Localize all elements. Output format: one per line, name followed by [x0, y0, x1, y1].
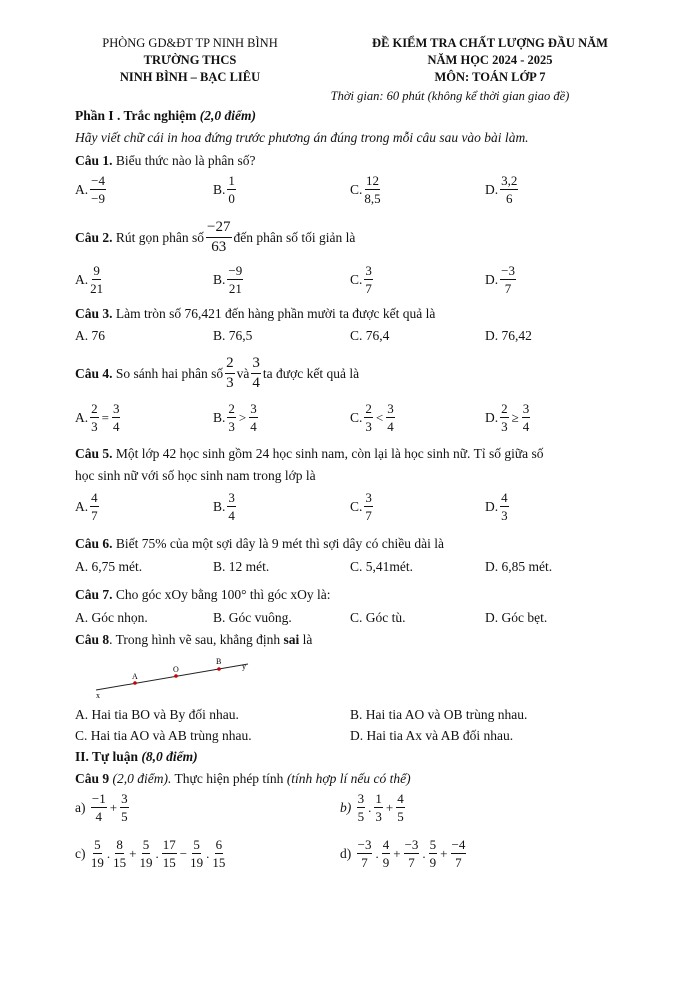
fraction: $\frac{9}{21}$: [90, 263, 104, 296]
q6-option-c[interactable]: C. 5,41mét.: [350, 559, 413, 574]
fraction: $\frac{12}{8,5}$: [364, 173, 381, 206]
fraction: $\frac{4}{3}$: [501, 490, 508, 523]
question-4: Câu 4. So sánh hai phân số $\frac{2}{3}$ và $\frac{3}{4}$ ta được kết quả là: [75, 355, 360, 391]
fraction: $\frac{4}{5}$: [397, 791, 404, 824]
q1-option-c[interactable]: C. $\frac{12}{8,5}$: [350, 173, 381, 206]
q8-option-c[interactable]: C. Hai tia AO và AB trùng nhau.: [75, 728, 252, 743]
expr-c: [89, 838, 227, 869]
q2-option-d[interactable]: D. $\frac{-3}{7}$: [485, 263, 515, 296]
question-text: Biểu thức nào là phân số?: [115, 153, 256, 168]
fraction: $\frac{-3}{7}$: [357, 837, 372, 870]
emphasis-sai: sai: [283, 632, 300, 647]
question-label: Câu 7.: [75, 587, 113, 602]
fraction: $\frac{3}{4}$: [112, 401, 120, 434]
fraction: $\frac{3}{4}$: [522, 401, 530, 434]
question-2: Câu 2. Rút gọn phân số $\frac{-27}{63}$ đến phân số tối giản là: [75, 219, 356, 255]
subject: MÔN: TOÁN LỚP 7: [434, 70, 546, 84]
question-8: Câu 8. Trong hình vẽ sau, khẳng định sai là: [75, 632, 313, 647]
fraction: $\frac{5}{9}$: [429, 837, 437, 870]
q7-option-a[interactable]: A. Góc nhọn.: [75, 610, 148, 625]
question-label: Câu 3.: [75, 306, 113, 321]
q3-option-b[interactable]: B. 76,5: [213, 328, 253, 343]
q7-option-d[interactable]: D. Góc bẹt.: [485, 610, 548, 625]
point-a: [133, 681, 137, 685]
math-operator: .: [422, 845, 426, 861]
label-o: O: [173, 665, 179, 674]
part2-title: II. Tự luận: [75, 749, 139, 764]
question-label: Câu 2.: [75, 229, 113, 245]
q8-option-b[interactable]: B. Hai tia AO và OB trùng nhau.: [350, 707, 528, 722]
question-label: Câu 8: [75, 632, 110, 647]
question-label: Câu 6.: [75, 536, 113, 551]
q7-option-b[interactable]: B. Góc vuông.: [213, 610, 292, 625]
math-operator: .: [368, 799, 372, 815]
question-label: Câu 9: [75, 771, 110, 786]
exam-time: Thời gian: 60 phút (không kể thời gian giao đề): [330, 89, 570, 103]
q5-option-d[interactable]: D. $\frac{4}{3}$: [485, 490, 508, 523]
expr-a: [89, 792, 131, 823]
math-operator: .: [106, 845, 111, 861]
q9-part-c: c) $\frac{5}{19}$ . $\frac{8}{15}$ + $\frac{5}{19}$ . $\frac{17}{15}$ − $\frac{5}{19}$ . $\frac{6}{15}$: [75, 837, 226, 870]
point-o: [174, 674, 178, 678]
q2-option-c[interactable]: C. $\frac{3}{7}$: [350, 263, 372, 296]
q2-option-a[interactable]: A. $\frac{9}{21}$: [75, 263, 104, 296]
fraction: $\frac{3}{5}$: [357, 791, 365, 824]
q9-part-a: a) $\frac{-1}{4}$ + $\frac{3}{5}$: [75, 792, 131, 823]
label-x: x: [96, 691, 100, 700]
question-5-cont: học sinh nữ với số học sinh nam trong lớp là: [75, 468, 316, 483]
q5-option-c[interactable]: C. $\frac{3}{7}$: [350, 490, 372, 523]
q4-option-c[interactable]: C. $\frac{2}{3}$ < $\frac{3}{4}$: [350, 401, 394, 434]
fraction: $\frac{3}{4}$: [252, 355, 260, 391]
question-5: [75, 446, 544, 462]
q4-option-b[interactable]: B. $\frac{2}{3}$ > $\frac{3}{4}$: [213, 401, 257, 434]
q2-option-b[interactable]: B. $\frac{-9}{21}$: [213, 263, 243, 296]
ray-figure: [88, 652, 268, 702]
fraction: $\frac{3,2}{6}$: [501, 173, 518, 206]
q6-option-b[interactable]: B. 12 mét.: [213, 559, 270, 574]
q8-option-a[interactable]: A. Hai tia BO và By đối nhau.: [75, 707, 239, 722]
question-label: Câu 5.: [75, 446, 113, 461]
part1-points: (2,0 điểm): [199, 108, 257, 123]
fraction: $\frac{4}{9}$: [382, 837, 390, 870]
q8-option-d[interactable]: D. Hai tia Ax và AB đối nhau.: [350, 728, 514, 743]
part1-heading: [75, 108, 256, 124]
math-operator: .: [206, 845, 210, 861]
q1-option-b[interactable]: B. $\frac{1}{0}$: [213, 173, 235, 206]
fraction: $\frac{3}{7}$: [365, 490, 372, 523]
q3-option-d[interactable]: D. 76,42: [485, 328, 532, 343]
q6-option-a[interactable]: A. 6,75 mét.: [75, 559, 143, 574]
q1-option-d[interactable]: D. $\frac{3,2}{6}$: [485, 173, 518, 206]
q5-option-a[interactable]: A. $\frac{4}{7}$: [75, 490, 98, 523]
line-xy: [96, 664, 248, 690]
fraction: $\frac{2}{3}$: [365, 401, 372, 434]
fraction: $\frac{8}{15}$: [113, 837, 127, 870]
q4-option-a[interactable]: A. $\frac{2}{3}$ = $\frac{3}{4}$: [75, 401, 120, 434]
fraction: $\frac{3}{4}$: [250, 401, 257, 434]
question-6: [75, 536, 444, 552]
fraction: $\frac{1}{3}$: [375, 791, 382, 824]
question-label: Câu 1.: [75, 153, 113, 168]
question-7: [75, 587, 331, 603]
school-type: TRƯỜNG THCS: [143, 53, 237, 67]
math-operator: −: [179, 845, 188, 861]
fraction: $\frac{4}{7}$: [91, 490, 98, 523]
math-operator: .: [375, 845, 379, 861]
question-text: Làm tròn số 76,421 đến hàng phần mười ta được kết quả là: [115, 306, 436, 321]
math-operator: +: [440, 845, 448, 861]
fraction: $\frac{2}{3}$: [228, 401, 235, 434]
expr-b: [355, 792, 407, 823]
fraction: $\frac{3}{5}$: [121, 791, 128, 824]
question-text: Một lớp 42 học sinh gồm 24 học sinh nam, còn lại là học sinh nữ. Tỉ số giữa số: [115, 446, 544, 461]
math-operator: .: [155, 845, 159, 861]
q7-option-c[interactable]: C. Góc tù.: [350, 610, 406, 625]
math-operator: +: [129, 845, 137, 861]
fraction: $\frac{-3}{7}$: [404, 837, 419, 870]
question-text: Biết 75% của một sợi dây là 9 mét thì sợi dây có chiều dài là: [115, 536, 444, 551]
math-operator: +: [385, 799, 394, 815]
q1-option-a[interactable]: A. $\frac{-4}{-9}$: [75, 173, 105, 206]
school-name: NINH BÌNH – BẠC LIÊU: [119, 70, 261, 84]
q6-option-d[interactable]: D. 6,85 mét.: [485, 559, 553, 574]
fraction: $\frac{-4}{7}$: [451, 837, 466, 870]
fraction: $\frac{2}{3}$: [91, 401, 98, 434]
fraction: $\frac{17}{15}$: [162, 837, 176, 870]
q9-part-d: d) $\frac{-3}{7}$ . $\frac{4}{9}$ + $\frac{-3}{7}$ . $\frac{5}{9}$ + $\frac{-4}{7}$: [340, 838, 468, 869]
fraction: $\frac{6}{15}$: [212, 837, 226, 870]
fraction: $\frac{3}{7}$: [365, 263, 372, 296]
fraction: $\frac{1}{0}$: [228, 173, 235, 206]
exam-title: ĐỀ KIỂM TRA CHẤT LƯỢNG ĐẦU NĂM: [372, 36, 608, 50]
math-operator: +: [393, 845, 401, 861]
question-9: Câu 9 (2,0 điểm). Thực hiện phép tính (tính hợp lí nếu có thể): [75, 771, 411, 786]
fraction: $\frac{3}{4}$: [387, 401, 394, 434]
dept-name: PHÒNG GD&ĐT TP NINH BÌNH: [102, 36, 278, 50]
fraction: $\frac{-9}{21}$: [228, 263, 243, 296]
fraction: $\frac{-4}{-9}$: [91, 173, 105, 206]
label-y: y: [242, 662, 246, 671]
q5-option-b[interactable]: B. $\frac{3}{4}$: [213, 490, 235, 523]
question-label: Câu 4.: [75, 365, 113, 381]
fraction: $\frac{-1}{4}$: [91, 791, 106, 824]
fraction: $\frac{5}{19}$: [190, 837, 204, 870]
q4-option-d[interactable]: D. $\frac{2}{3}$ ≥ $\frac{3}{4}$: [485, 401, 530, 434]
label-a: A: [132, 672, 138, 681]
q3-option-c[interactable]: C. 76,4: [350, 328, 390, 343]
fraction: $\frac{-27}{63}$: [207, 219, 231, 255]
part2-points: (8,0 điểm): [141, 749, 198, 764]
q9-part-b: b) $\frac{3}{5}$ . $\frac{1}{3}$ + $\frac{4}{5}$: [340, 792, 407, 823]
fraction: $\frac{3}{4}$: [228, 490, 235, 523]
math-operator: +: [109, 799, 118, 815]
label-b: B: [216, 657, 222, 666]
fraction: $\frac{2}{3}$: [226, 355, 234, 391]
fraction: $\frac{5}{19}$: [90, 837, 104, 870]
question-text: Cho góc xOy bằng 100° thì góc xOy là:: [115, 587, 331, 602]
part1-instruction: Hãy viết chữ cái in hoa đứng trước phương án đúng trong mỗi câu sau vào bài làm.: [75, 130, 529, 145]
school-year: NĂM HỌC 2024 - 2025: [427, 53, 553, 67]
part2-heading: [75, 749, 198, 765]
fraction: $\frac{2}{3}$: [501, 401, 508, 434]
expr-d: [355, 838, 469, 869]
fraction: $\frac{5}{19}$: [139, 837, 153, 870]
question-3: [75, 306, 435, 322]
part1-title: Phần I . Trắc nghiệm: [75, 108, 197, 123]
q3-option-a[interactable]: A. 76: [75, 328, 105, 343]
fraction: $\frac{-3}{7}$: [501, 263, 515, 296]
question-1: [75, 153, 256, 169]
point-b: [217, 667, 221, 671]
